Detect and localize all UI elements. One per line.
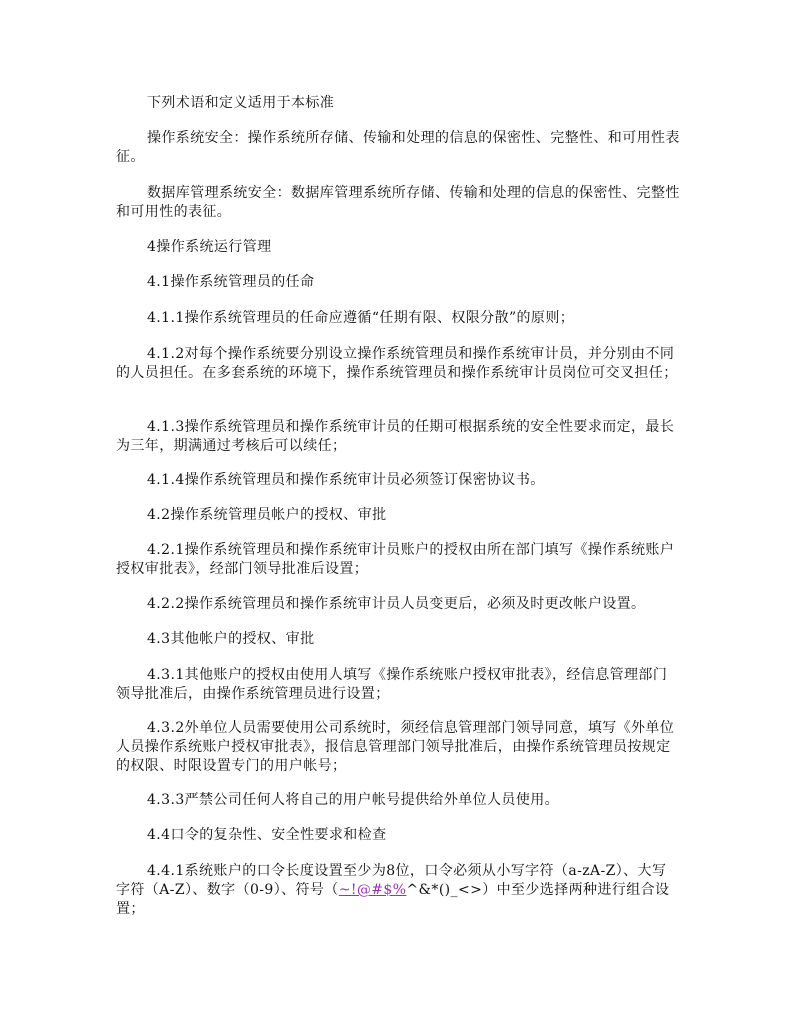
clause-4-2-2: 4.2.2操作系统管理员和操作系统审计员人员变更后，必须及时更改帐户设置。 — [147, 596, 646, 612]
section-heading-4-4: 4.4口令的复杂性、安全性要求和检查 — [147, 827, 387, 843]
section-heading-4-1: 4.1操作系统管理员的任命 — [147, 274, 315, 290]
section-heading-4-3: 4.3其他帐户的授权、审批 — [147, 631, 315, 647]
clause-4-1-1: 4.1.1操作系统管理员的任命应遵循“任期有限、权限分散”的原则； — [147, 310, 575, 326]
definition-db-security: 数据库管理系统安全：数据库管理系统所存储、传输和处理的信息的保密性、完整性和可用性的表征。 — [116, 185, 680, 220]
clause-4-3-2: 4.3.2外单位人员需要使用公司系统时，须经信息管理部门领导同意，填写《外单位人员操作系统账户授权审批表》，报信息管理部门领导批准后，由操作系统管理员按规定的权限、时限设置专门的用户帐号； — [116, 720, 675, 774]
section-heading-4: 4操作系统运行管理 — [147, 239, 272, 255]
clause-4-1-2: 4.1.2对每个操作系统要分别设立操作系统管理员和操作系统审计员，并分别由不同的人员担任。在多套系统的环境下，操作系统管理员和操作系统审计员岗位可交叉担任； — [116, 346, 678, 381]
clause-4-2-1: 4.2.1操作系统管理员和操作系统审计员账户的授权由所在部门填写《操作系统账户授权审批表》，经部门领导批准后设置； — [116, 542, 675, 577]
clause-4-3-1: 4.3.1其他账户的授权由使用人填写《操作系统账户授权审批表》，经信息管理部门领导批准后，由操作系统管理员进行设置； — [116, 667, 668, 702]
section-heading-4-2: 4.2操作系统管理员帐户的授权、审批 — [147, 507, 387, 523]
symbol-link[interactable]: ~!@#$% — [338, 882, 407, 898]
clause-4-1-4: 4.1.4操作系统管理员和操作系统审计员必须签订保密协议书。 — [147, 472, 545, 488]
clause-4-3-3: 4.3.3严禁公司任何人将自己的用户帐号提供给外单位人员使用。 — [147, 792, 560, 808]
clause-4-4-1-text-end: ^&*()_<>）中至少选择两种进行组合设置； — [116, 882, 670, 917]
clause-4-1-3: 4.1.3操作系统管理员和操作系统审计员的任期可根据系统的安全性要求而定，最长为三年，期满通过考核后可以续任； — [116, 419, 675, 454]
clause-4-4-1 — [116, 862, 680, 919]
intro-line: 下列术语和定义适用于本标准 — [147, 95, 335, 111]
clause-4-4-1-text-start: 4.4.1系统账户的口令长度设置至少为8位，口令必须从小写字符（a-zA-Z）、大写字符（A-Z）、数字（0-9）、符号（ — [116, 863, 667, 898]
definition-os-security: 操作系统安全：操作系统所存储、传输和处理的信息的保密性、完整性、和可用性表征。 — [116, 130, 680, 165]
